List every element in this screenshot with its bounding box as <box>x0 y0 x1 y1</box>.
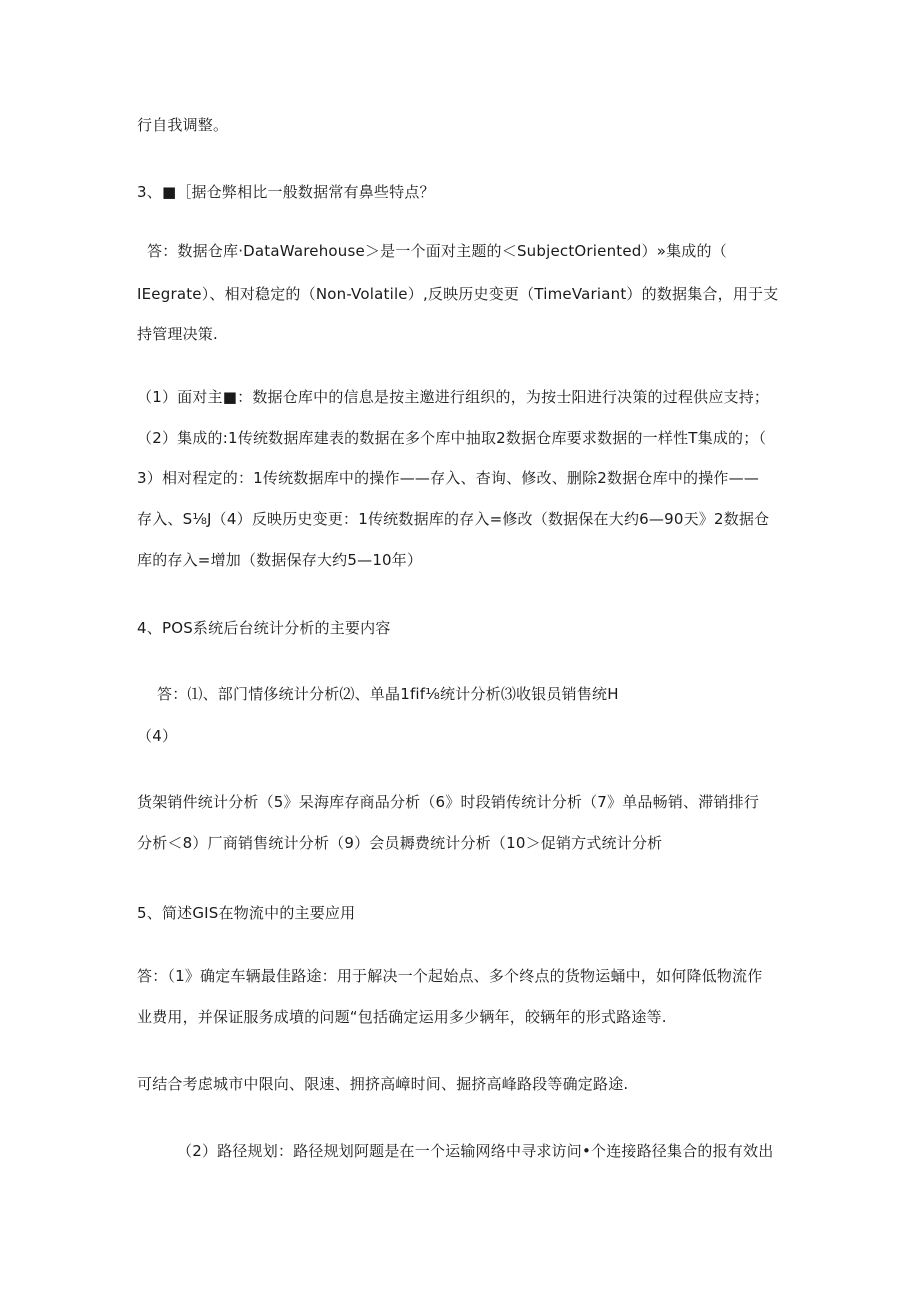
text-line: （4） <box>137 727 178 745</box>
question-heading: 5、简述GIS在物流中的主要应用 <box>137 904 356 922</box>
text-line: 货架销件统计分析（5》呆海库存商品分析（6》时段销传统计分析（7》单品畅销、滞销排行 <box>137 793 760 811</box>
answer-line: 答：（1》确定车辆最佳路途：用于解决一个起始点、多个终点的货物运蛹中，如何降低物流作 <box>137 967 763 985</box>
question-heading: 3、■［据仓弊相比一般数据常有鼻些特点？ <box>137 183 435 201</box>
text-line: （2）路径规划：路径规划阿题是在一个运输网络中寻求访问•个连接路径集合的报有效出 <box>177 1142 774 1160</box>
text-line: 业费用，并保证服务成墳的问题“包括确定运用多少辆年，皎辆年的形式路途等. <box>137 1008 667 1026</box>
question-heading: 4、POS系统后台统计分析的主要内容 <box>137 619 391 637</box>
text-line: 库的存入=增加（数据保存大约5—10年） <box>137 551 423 569</box>
text-line: 分析＜8）厂商销售统计分析（9）会员耨费统计分析（10＞促销方式统计分析 <box>137 834 663 852</box>
text-line: 持管理决策. <box>137 325 218 343</box>
text-line: （2）集成的:1传统数据库建表的数据在多个库中抽取2数据仓库要求数据的一样性T集成的；（ <box>137 429 767 447</box>
text-line: 可结合考虑城市中限向、限速、拥挤高嶂时间、掘挤高峰路段等确定路途. <box>137 1075 629 1093</box>
text-line: IEegrate）、相对稳定的（Non-Volatile）,反映历史变更（TimeVariant）的数据集合，用于支 <box>137 285 779 303</box>
answer-line: 答：数据仓库·DataWarehouse＞是一个面对主题的＜SubjectOriented）»集成的（ <box>147 242 727 260</box>
text-line: 行自我调整。 <box>137 116 229 134</box>
answer-line: 答：⑴、部门情侈统计分析⑵、单晶1fif⅛统计分析⑶收银员销售统H <box>157 685 619 703</box>
text-line: （1）面对主■：数据仓库中的信息是按主邀进行组织的，为按士阳进行决策的过程供应支持； <box>137 388 770 406</box>
text-line: 存入、S⅛J（4）反映历史变更：1传统数据库的存入=修改（数据保在大约6—90天》2数据仓 <box>137 510 770 528</box>
text-line: 3）相对程定的：1传统数据库中的操作——存入、杳询、修改、删除2数据仓库中的操作—— <box>137 469 760 487</box>
